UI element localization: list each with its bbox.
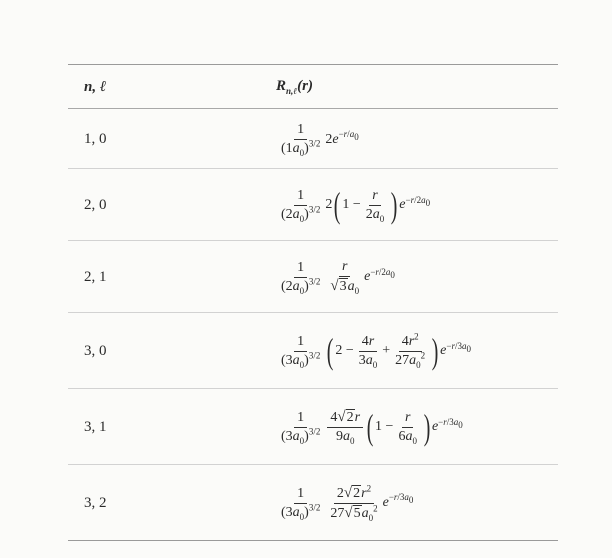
row-formula-cell: [276, 169, 558, 241]
row-nl-cell: 2, 0: [84, 196, 107, 213]
row-formula-cell: [276, 313, 558, 389]
table-row: [68, 241, 558, 313]
table-row: [68, 389, 558, 465]
header-quantum-numbers: n, ℓ: [84, 78, 107, 95]
row-nl-cell: 3, 0: [84, 342, 107, 359]
row-formula-cell: [276, 109, 558, 169]
formula-r21: $\frac{1}{(2a_0)^{3/2}}$ r √ 3 $a_0$ $e^{-r/2a_0}$: [281, 259, 395, 297]
radial-wavefunction-table: [68, 64, 558, 541]
formula-r20: $\frac{1}{(2a_0)^{3/2}}$ 2 ( 1 − $\frac{r}{2a_0}$ ) $e^{-r/2a_0}$: [281, 185, 431, 226]
row-formula-cell: [276, 241, 558, 313]
row-formula-cell: [276, 389, 558, 465]
formula-r30: $\frac{1}{(3a_0)^{3/2}}$ ( 2 − $\frac{4r}{3a_0}$ + $\frac{4r^2}{27a_0^2}$ ) $e^{-r/3a_0}$: [281, 331, 471, 372]
row-nl-cell: 2, 1: [84, 268, 107, 285]
table-row: [68, 465, 558, 541]
header-radial-function: $R_{n,\ell}(r)$: [276, 78, 313, 96]
table-row: [68, 169, 558, 241]
table-row: [68, 313, 558, 389]
row-nl-cell: 1, 0: [84, 130, 107, 147]
formula-r10: $\frac{1}{(1a_0)^{3/2}}$ $2e^{-r/a_0}$: [281, 122, 359, 158]
row-nl-cell: 3, 2: [84, 494, 107, 511]
formula-r32: $\frac{1}{(3a_0)^{3/2}}$ 2 √ 2 $r^2$ 27 √ 5 $a_0^2$ $e^{-r/3a_0}$: [281, 482, 414, 523]
table-row: [68, 109, 558, 169]
row-nl-cell: 3, 1: [84, 418, 107, 435]
row-formula-cell: [276, 465, 558, 541]
table-header-row: [68, 65, 558, 109]
formula-r31: $\frac{1}{(3a_0)^{3/2}}$ 4 √ 2 r $9a_0$ ( 1 − $\frac{r}{6a_0}$ ) $e^{-r/3a_0}$: [281, 407, 463, 448]
